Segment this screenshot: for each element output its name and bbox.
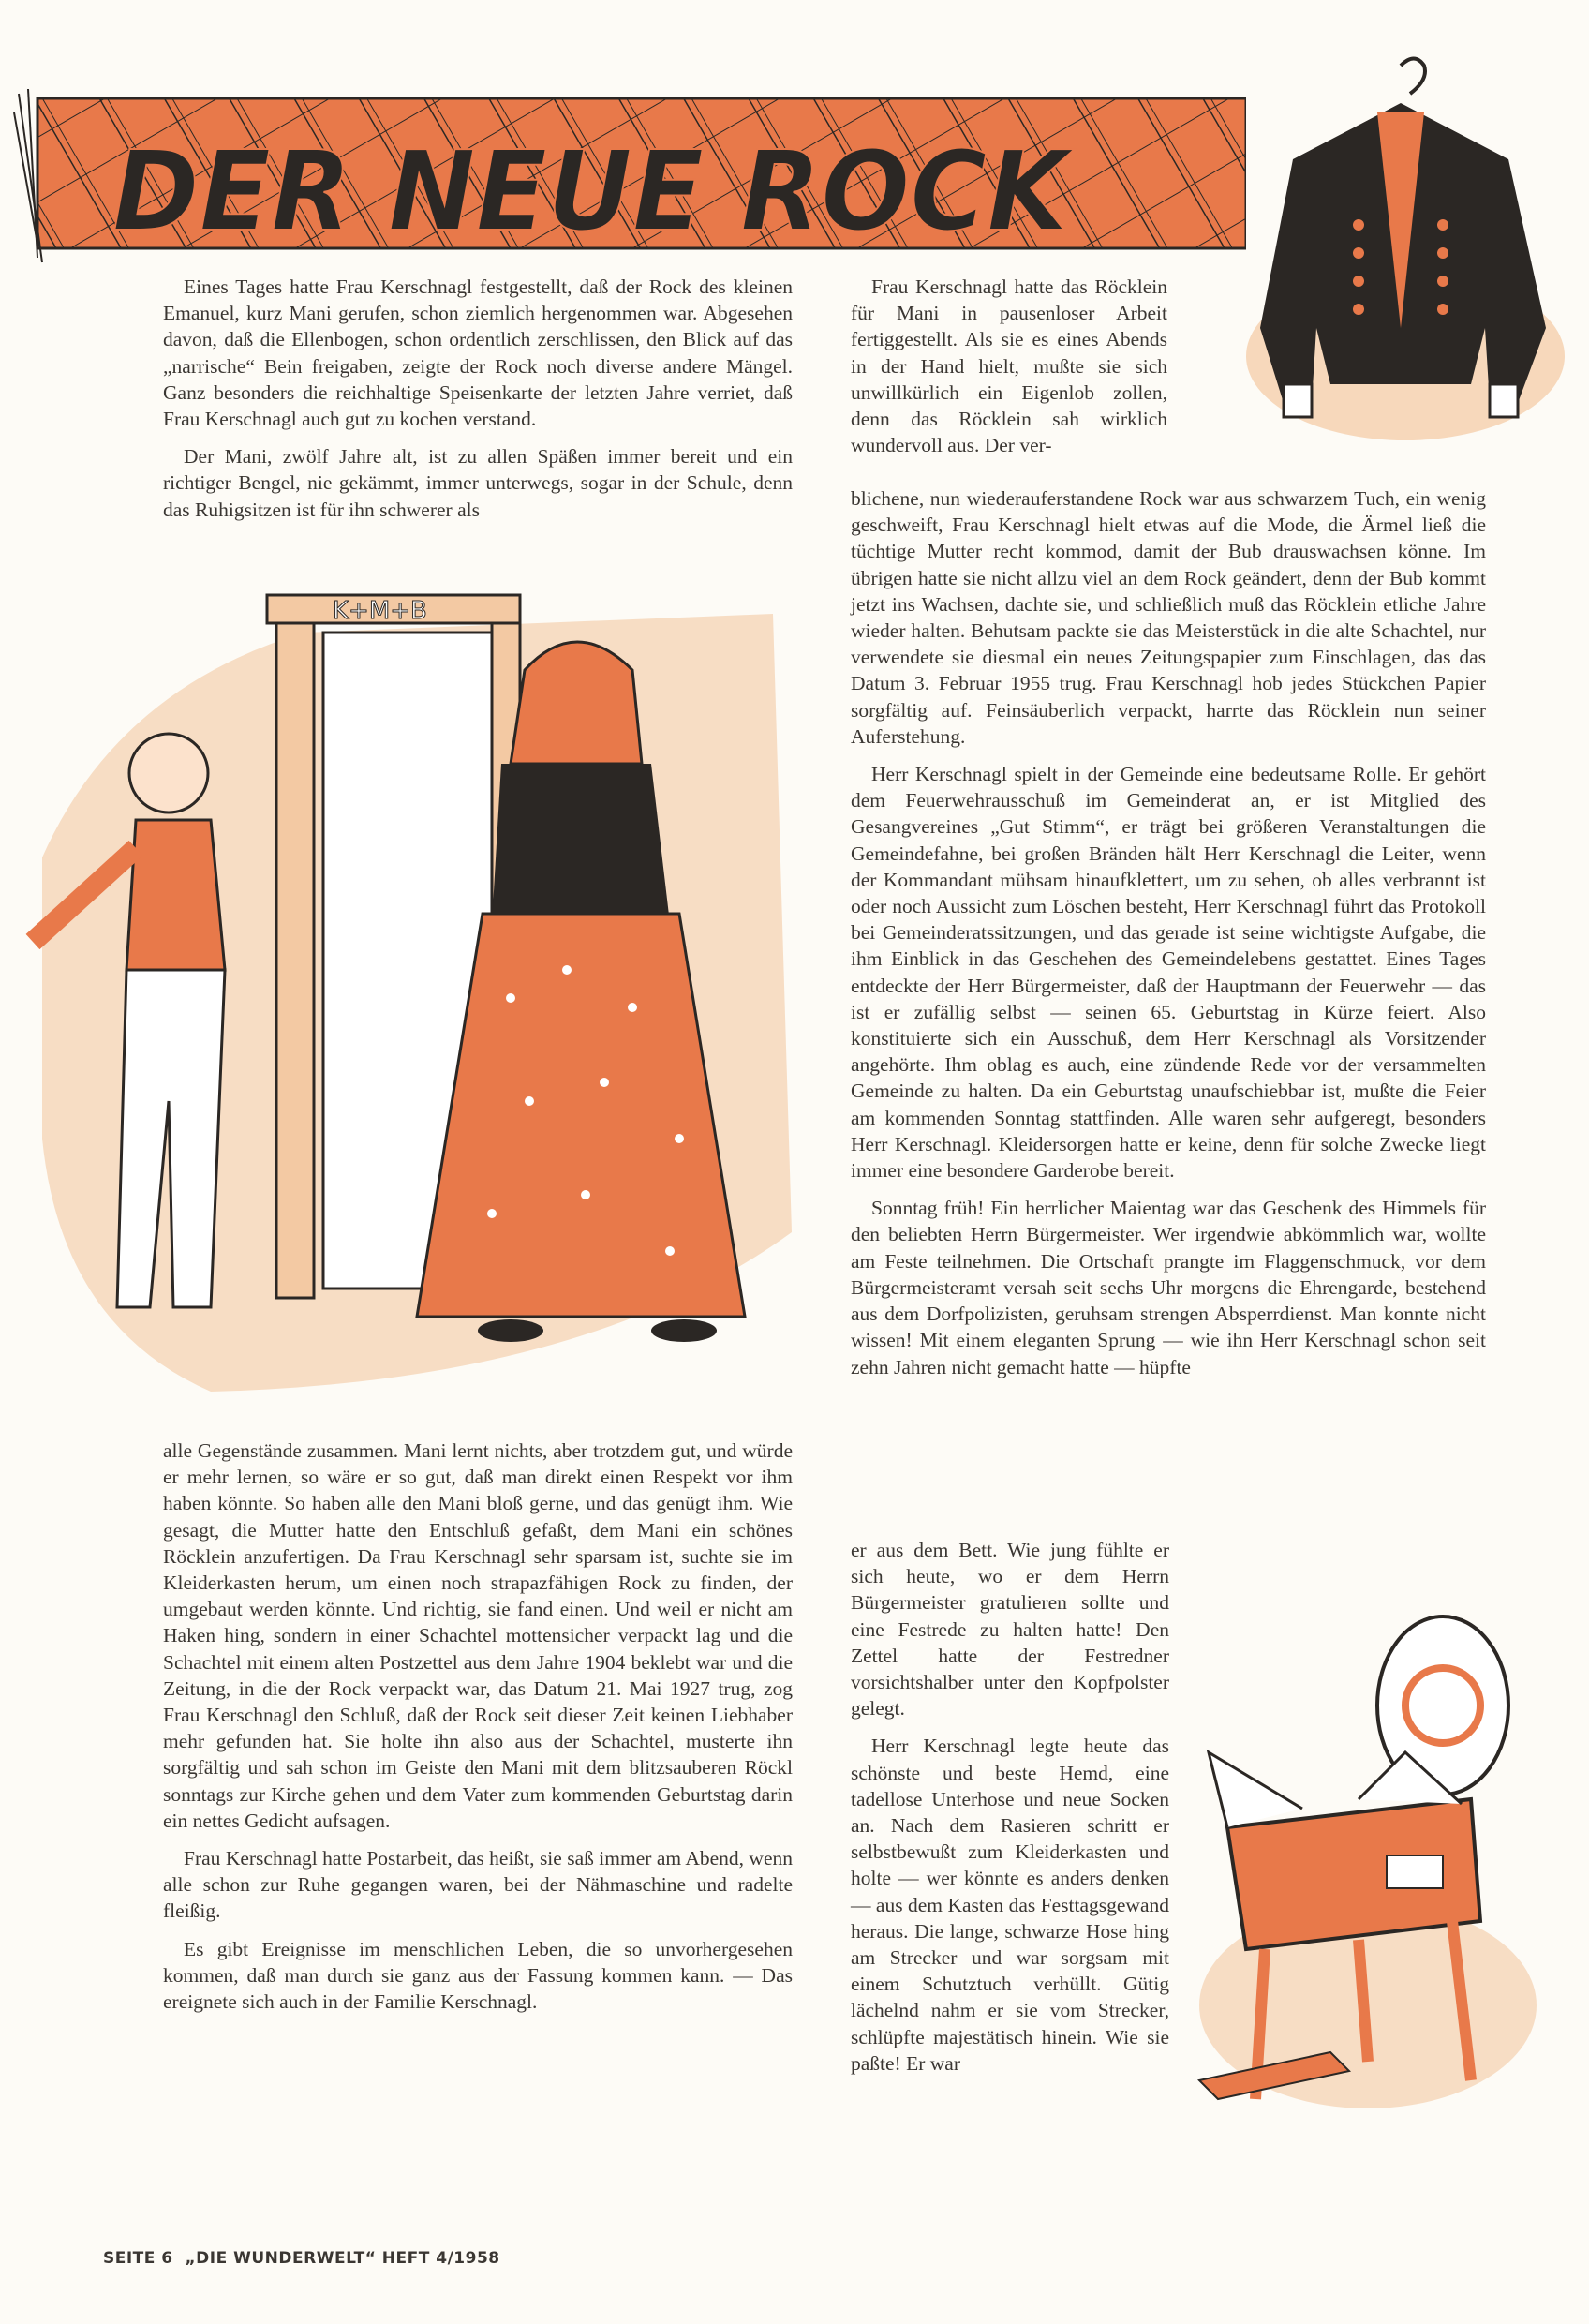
mother-and-boy-illustration: [23, 576, 801, 1410]
paragraph: Herr Kerschnagl spielt in der Gemeinde eine bedeutsame Rolle. Er gehört dem Feuerwehrausschuß im Gemeinderat an, er ist Mitglied des Gesangvereines „Gut Stimm“, er trägt bei größeren Veranstaltungen die Gemeindefahne, bei großen Bränden hält Herr Kerschnagl die Leiter, wenn der Kommandant mühsam hinaufklettert, um zu sehen, ob alles verbrannt ist oder noch Aussicht zum Löschen besteht, Herr Kerschnagl führt das Protokoll bei Gemeinderatssitzungen, und das gerade ist seine wichtigste Aufgabe, die ihm Einblick in das Geschehen des Gemeindelebens gestattet. Eines Tages entdeckte der Herr Bürgermeister, daß der Hauptmann der Feuerwehr — das ist er zufällig selbst — seinen 65. Geburtstag in Kürze feiert. Also konstituierte sich ein Ausschuß, dem Herr Kerschnagl als Vorsitzender angehörte. Ihm oblag es auch, eine zündende Rede vor der versammelten Gemeinde zu halten. Da ein Geburtstag unaufschiebbar ist, mußte die Feier am kommenden Sonntag stattfinden. Alle waren sehr aufgeregt, besonders Herr Kerschnagl. Kleidersorgen hatte er keine, denn für solche Zwecke liegt immer eine besondere Garderobe bereit.: [851, 763, 1486, 1183]
chair-and-box-illustration: [1190, 1612, 1565, 2137]
paragraph: Es gibt Ereignisse im menschlichen Leben, die so unvorhergesehen kommen, daß man durch sie ganz aus der Fassung kommen kann. — Das ereignete sich auch in der Familie Kerschnagl.: [163, 1937, 793, 2014]
paragraph: Eines Tages hatte Frau Kerschnagl festgestellt, daß der Rock des kleinen Emanuel, kurz Mani gerufen, schon ziemlich hergenommen war. Abgesehen davon, daß die Ellenbogen, schon ordentlich zerschlissen, den Blick auf das „narrische“ Bein freigaben, zeigte der Rock noch diverse andere Mängel. Ganz besonders die reichhaltige Speisenkarte der letzten Jahre verriet, daß Frau Kerschnagl auch gut zu kochen verstand.: [163, 276, 793, 431]
postal-label: [1387, 1855, 1443, 1888]
right-column-bottom: [851, 1537, 1169, 2088]
paragraph: blichene, nun wiederauferstandene Rock war aus schwarzem Tuch, ein wenig geschweift, Frau Kerschnagl hielt etwas auf die Mode, die Ärmel ließ die tüchtige Mutter recht kommod, damit der Bub drauswachsen könne. Im übrigen hatte sie nicht allzu viel an dem Rock geändert, denn der Bub kommt jetzt ins Wachsen, dachte sie, und schließlich muß das Röcklein etliche Jahre wieder halten. Behutsam packte sie das Meisterstück in die alte Schachtel, nur verwendete sie diesmal ein neues Zeitungspapier zum Einschlagen, das das Datum 3. Februar 1955 trug. Frau Kerschnagl hob jedes Stückchen Papier sorgfältig auf. Feinsäuberlich verpackt, harrte das Röcklein nun seiner Auferstehung.: [851, 487, 1486, 748]
jacket-illustration: [1218, 47, 1583, 450]
door-inscription: K+M+B: [333, 597, 427, 625]
paragraph: Der Mani, zwölf Jahre alt, ist zu allen Späßen immer bereit und ein richtiger Bengel, nie gekämmt, immer unterwegs, sogar in der Schule, denn das Ruhigsitzen ist für ihn schwerer als: [163, 445, 793, 521]
paragraph: alle Gegenstände zusammen. Mani lernt nichts, aber trotzdem gut, und würde er mehr lernen, so wäre er so gut, daß man direkt einen Respekt vor ihm haben könnte. So haben alle den Mani bloß gerne, und das genügt ihm. Wie gesagt, die Mutter hatte den Entschluß gefaßt, dem Mani ein schönes Röcklein anzufertigen. Da Frau Kerschnagl sehr sparsam ist, suchte sie im Kleiderkasten herum, um einen noch strapazfähigen Rock zu finden, der umgebaut werden könnte. Und richtig, sie fand einen. Und weil er nicht am Haken hing, sondern in einer Schachtel mottensicher verpackt lag und die Schachtel mit einem alten Postzettel aus dem Jahre 1904 beklebt war und die Zeitung, in die der Rock verpackt war, das Datum 21. Mai 1927 trug, zog Frau Kerschnagl den Schluß, daß der Rock seit dieser Zeit keinen Liebhaber mehr gefunden hat. Sie holte ihn also aus der Schachtel, musterte ihn sorgfältig und sah schon im Geiste den Mani mit dem blitzsauberen Röckl sonntags zur Kirche gehen und dem Vater zum kommenden Geburtstag darin ein nettes Gedicht aufsagen.: [163, 1439, 793, 1832]
paragraph: Frau Kerschnagl hatte Postarbeit, das heißt, sie saß immer am Abend, wenn alle schon zur Ruhe gegangen waren, bei der Nähmaschine und radelte fleißig.: [163, 1847, 793, 1923]
paragraph: Sonntag früh! Ein herrlicher Maientag war das Geschenk des Himmels für den beliebten Herrn Bürgermeister. Wer irgendwie abkömmlich war, wollte am Feste teilnehmen. Die Ortschaft prangte im Flaggenschmuck, vor dem Bürgermeisteramt versah seit sechs Uhr morgens die Ehrengarde, bestehend aus dem Dorfpolizisten, geruhsam strengen Absperrdienst. Man konnte nicht wissen! Mit einem eleganten Sprung — wie ihn Herr Kerschnagl schon seit zehn Jahren nicht gemacht hatte — hüpfte: [851, 1197, 1486, 1378]
paragraph: Frau Kerschnagl hatte das Röcklein für Mani in pausenloser Arbeit fertiggestellt. Als sie es eines Abends in der Hand hielt, mußte sie sich unwillkürlich ein Eigenlob zollen, denn das Röcklein sah wirklich wundervoll aus. Der ver-: [851, 276, 1167, 457]
left-column-bottom: [163, 1438, 793, 2026]
title-banner: [9, 56, 1246, 272]
right-column-wide: [851, 485, 1486, 1380]
paragraph: er aus dem Bett. Wie jung fühlte er sich heute, wo er dem Herrn Bürgermeister gratulieren sollte und eine Festrede zu halten hatte! Den Zettel hatte der Festredner vorsichtshalber unter den Kopfpolster gelegt.: [851, 1539, 1169, 1721]
page-footer: SEITE 6 „DIE WUNDERWELT“ HEFT 4/1958: [103, 2249, 500, 2268]
left-column-top: [163, 274, 793, 534]
title-text: DER NEUE ROCK: [112, 127, 1076, 256]
paragraph: Herr Kerschnagl legte heute das schönste und beste Hemd, eine tadellose Unterhose und neue Socken an. Nach dem Rasieren schritt er selbstbewußt zum Kleiderkasten und holte — wer könnte es anders denken — aus dem Kasten das Festtagsgewand heraus. Die lange, schwarze Hose hing am Strecker und war sorgsam mit einem Schutztuch verhüllt. Gütig lächelnd nahm er sie vom Strecker, schlüpfte majestätisch hinein. Wie sie paßte! Er war: [851, 1735, 1169, 2075]
right-column-top: [851, 274, 1167, 458]
